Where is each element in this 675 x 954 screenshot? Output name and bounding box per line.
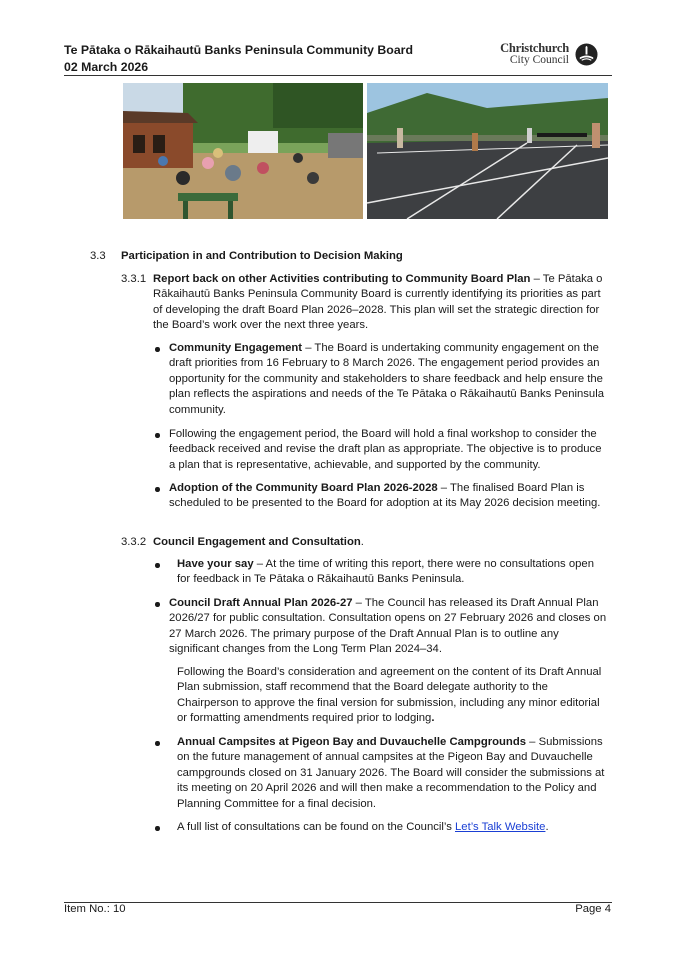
subsection-3-3-1-title: Report back on other Activities contributing to Community Board Plan (153, 273, 531, 285)
lets-talk-link[interactable]: Let’s Talk Website (455, 821, 546, 833)
bullet-dot (155, 433, 160, 438)
photo-community-gathering (123, 83, 363, 219)
council-emblem-icon (575, 43, 598, 66)
subsection-3-3-1-intro-text: – Te Pātaka o Rākaihautū Banks Peninsula Community Board is currently identifying its priorities as part of developing the draft Board Plan 2026–2028. This plan will set the strategic direction for the Board’s work over the next three years. (153, 273, 603, 332)
bullet-lead: Adoption of the Community Board Plan 2026-2028 (169, 482, 438, 494)
meeting-date: 02 March 2026 (64, 60, 149, 74)
board-name: Te Pātaka o Rākaihautū Banks Peninsula Community Board (64, 43, 413, 57)
bullet-lead: Annual Campsites at Pigeon Bay and Duvauchelle Campgrounds (177, 736, 527, 748)
logo-text-line1: Christchurch (500, 41, 569, 55)
bullet-following-engagement (169, 427, 609, 473)
bullet-text: – At the time of writing this report, there were no consultations open for feedback in Te Pātaka o Rākaihautū Banks Peninsula. (177, 558, 594, 586)
annual-plan-followup (177, 665, 610, 727)
section-3-3-number: 3.3 (90, 250, 106, 262)
bullet-dot (155, 741, 160, 746)
bullet-community-engagement (169, 341, 614, 418)
footer-divider (64, 902, 612, 903)
footer-page-number: Page 4 (575, 903, 611, 915)
followup-end: . (431, 712, 435, 725)
title-suffix: . (360, 536, 364, 548)
bullet-text-after: . (545, 821, 549, 833)
bullet-text: – The Council has released its Draft Annual Plan 2026/27 for public consultation. Consultation opens on 27 February 2026 and closes on 27 March 2026. The primary purpose of the Draft Annual Plan is to outline any significant changes from the Long Term Plan 2024–34. (169, 597, 607, 656)
bullet-lead: Community Engagement (169, 342, 303, 354)
document-header (64, 42, 413, 76)
subsection-3-3-2-heading (153, 535, 553, 550)
bullet-text: – The finalised Board Plan is scheduled to be presented to the Board for adoption at its May 2026 decision meeting. (169, 482, 601, 510)
bullet-dot (155, 563, 160, 568)
bullet-annual-campsites (177, 735, 609, 812)
bullet-lead: Council Draft Annual Plan 2026-27 (169, 597, 353, 609)
header-divider (64, 75, 612, 76)
bullet-dot (155, 602, 160, 607)
bullet-have-your-say (177, 557, 607, 588)
bullet-adoption-board-plan (169, 481, 609, 512)
council-logo (497, 42, 601, 68)
subsection-3-3-1-number: 3.3.1 (121, 273, 147, 285)
section-3-3-title: Participation in and Contribution to Decision Making (121, 250, 403, 262)
bullet-lead: Have your say (177, 558, 254, 570)
footer-item-number: Item No.: 10 (64, 903, 126, 915)
bullet-text: – Submissions on the future management of annual campsites at the Pigeon Bay and Duvauchelle campgrounds closed on 31 January 2026. The Board will consider the submissions at its meeting on 20 April 2026 and will then make a recommendation to the Policy and Planning Committee for a final decision. (177, 736, 605, 810)
subsection-3-3-2-title: Council Engagement and Consultation (153, 536, 361, 548)
bullet-text: A full list of consultations can be found on the Council’s (177, 821, 455, 833)
bullet-draft-annual-plan (169, 596, 611, 658)
bullet-dot (155, 487, 160, 492)
photo-tennis-court (367, 83, 608, 219)
subsection-3-3-1-intro (153, 272, 613, 334)
bullet-consultations-list (177, 820, 609, 835)
subsection-3-3-2-number: 3.3.2 (121, 536, 147, 548)
bullet-dot (155, 347, 160, 352)
bullet-dot (155, 826, 160, 831)
logo-text-line2: City Council (509, 54, 569, 66)
followup-text: Following the Board’s consideration and agreement on the content of its Draft Annual Plan submission, staff recommend that the Board delegate authority to the Chairperson to approve the final version for submission, including any minor editorial or formatting amendments required prior to lodging (177, 666, 602, 725)
bullet-text: – The Board is undertaking community engagement on the draft priorities from 16 February to 8 March 2026. The engagement period provides an opportunity for the community and stakeholders to share feedback and help ensure the plan reflects the aspirations and needs of the Te Pātaka o Rākaihautū Banks Peninsula community. (169, 342, 605, 416)
bullet-text: Following the engagement period, the Board will hold a final workshop to consider the feedback received and revise the draft plan as appropriate. The objective is to produce a plan that is representative, achievable, and supported by the community. (169, 428, 602, 471)
